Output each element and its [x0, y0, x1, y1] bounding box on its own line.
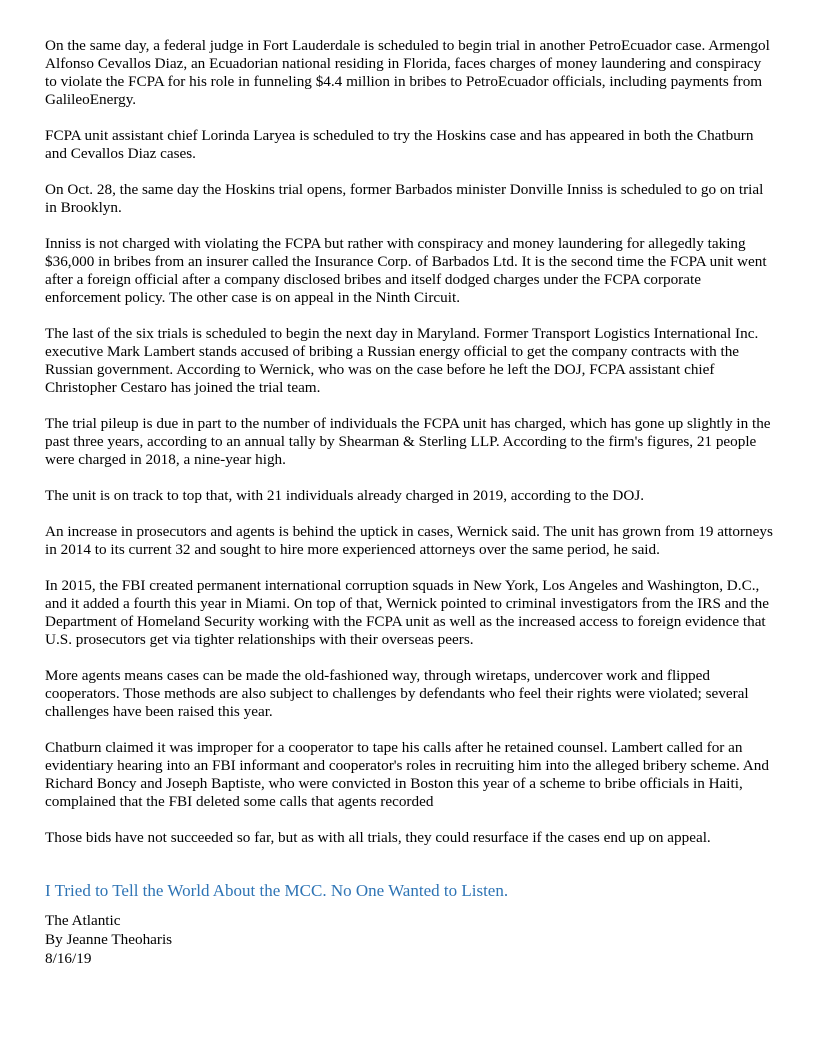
- paragraph: Those bids have not succeeded so far, but as with all trials, they could resurface if the cases end up on appeal.: [45, 829, 711, 846]
- paragraph: On Oct. 28, the same day the Hoskins trial opens, former Barbados minister Donville Inniss is scheduled to go on trial in Brooklyn.: [45, 181, 764, 216]
- paragraph: The trial pileup is due in part to the number of individuals the FCPA unit has charged, which has gone up slightly in the past three years, according to an annual tally by Shearman & Sterling LLP. According to the firm's figures, 21 people were charged in 2018, a nine-year high.: [45, 415, 771, 468]
- paragraph: An increase in prosecutors and agents is behind the uptick in cases, Wernick said. The unit has grown from 19 attorneys in 2014 to its current 32 and sought to hire more experienced attorneys over the same period, he said.: [45, 523, 773, 558]
- paragraph: Inniss is not charged with violating the FCPA but rather with conspiracy and money laundering for allegedly taking $36,000 in bribes from an insurer called the Insurance Corp. of Barbados Ltd. It is the second time the FCPA unit went after a foreign official after a company disclosed bribes and itself dodged charges under the FCPA corporate enforcement policy. The other case is on appeal in the Ninth Circuit.: [45, 235, 767, 306]
- next-article-title-link[interactable]: I Tried to Tell the World About the MCC. No One Wanted to Listen.: [45, 881, 509, 900]
- paragraph: On the same day, a federal judge in Fort Lauderdale is scheduled to begin trial in another PetroEcuador case. Armengol Alfonso Cevallos Diaz, an Ecuadorian national residing in Florida, faces charges of money laundering and conspiracy to violate the FCPA for his role in funneling $4.4 million in bribes to PetroEcuador officials, including payments from GalileoEnergy.: [45, 37, 770, 108]
- article-byline: By Jeanne Theoharis: [45, 931, 173, 948]
- paragraph: The unit is on track to top that, with 21 individuals already charged in 2019, according to the DOJ.: [45, 487, 645, 504]
- document-page: [45, 37, 775, 968]
- paragraph: In 2015, the FBI created permanent international corruption squads in New York, Los Angeles and Washington, D.C., and it added a fourth this year in Miami. On top of that, Wernick pointed to criminal investigators from the IRS and the Department of Homeland Security working with the FCPA unit as well as the increased access to foreign evidence that U.S. prosecutors get via tighter relationships with their overseas peers.: [45, 577, 769, 648]
- paragraph: FCPA unit assistant chief Lorinda Laryea is scheduled to try the Hoskins case and has appeared in both the Chatburn and Cevallos Diaz cases.: [45, 127, 754, 162]
- paragraph: The last of the six trials is scheduled to begin the next day in Maryland. Former Transport Logistics International Inc. executive Mark Lambert stands accused of bribing a Russian energy official to get the company contracts with the Russian government. According to Wernick, who was on the case before he left the DOJ, FCPA assistant chief Christopher Cestaro has joined the trial team.: [45, 325, 759, 396]
- article-body: [45, 37, 775, 847]
- paragraph: More agents means cases can be made the old-fashioned way, through wiretaps, undercover work and flipped cooperators. Those methods are also subject to challenges by defendants who feel their rights were violated; several challenges have been raised this year.: [45, 667, 749, 720]
- next-article-meta: [45, 911, 775, 968]
- paragraph: Chatburn claimed it was improper for a cooperator to tape his calls after he retained counsel. Lambert called for an evidentiary hearing into an FBI informant and cooperator's roles in recruiting him into the alleged bribery scheme. And Richard Boncy and Joseph Baptiste, who were convicted in Boston this year of a scheme to bribe officials in Haiti, complained that the FBI deleted some calls that agents recorded: [45, 739, 769, 810]
- article-date: 8/16/19: [45, 950, 92, 967]
- publication-name: The Atlantic: [45, 912, 121, 929]
